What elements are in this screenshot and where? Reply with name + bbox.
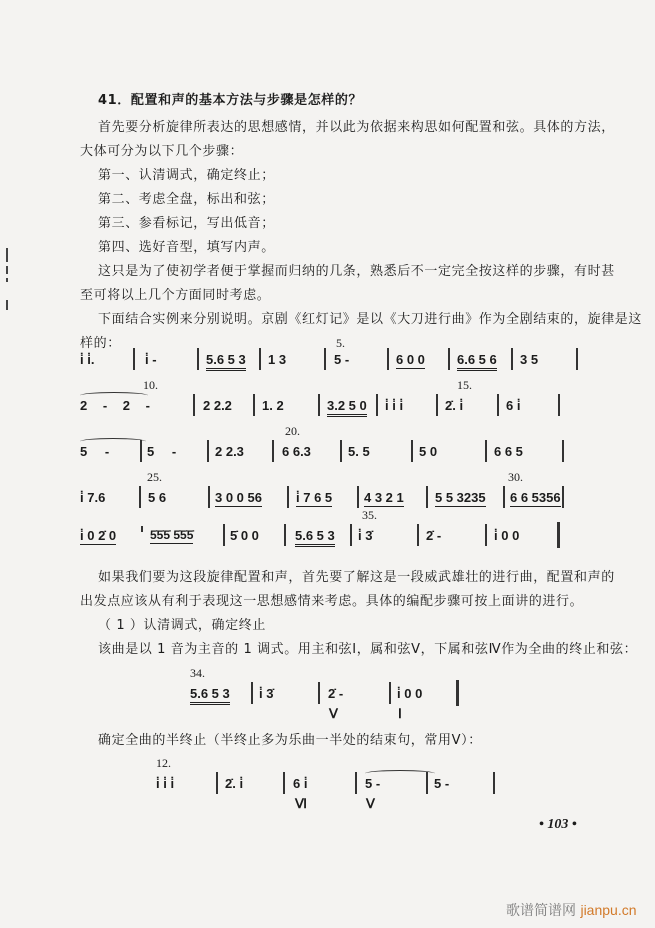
measure: 2̇. i̇ xyxy=(445,398,464,413)
paragraph-line: 大体可分为以下几个步骤： xyxy=(80,144,244,159)
measure: i̇ 0 0 xyxy=(397,686,423,701)
measure: 6 6 5 xyxy=(494,444,523,459)
measure: 6 0 0 xyxy=(396,352,425,367)
measure: i̇ 3̇ xyxy=(358,528,373,543)
notation-example-2 xyxy=(0,756,655,811)
page-number: • 103 • xyxy=(539,817,577,832)
measure: 5.6 5 3 xyxy=(206,352,246,371)
measure: 5 - xyxy=(365,776,381,791)
measure: 3.2 5 0 xyxy=(327,398,367,417)
chord-symbol: Ⅰ xyxy=(398,706,402,721)
paragraph-line: 确定全曲的半终止（半终止多为乐曲一半处的结束句，常用Ⅴ）： xyxy=(98,733,482,748)
measure: 5 - xyxy=(147,444,177,459)
measure-number: 12. xyxy=(156,756,171,770)
measure-number: 25. xyxy=(147,470,162,484)
measure: i̇ 7 6 5 xyxy=(296,490,333,505)
measure: 5 - xyxy=(80,444,110,459)
measure: 5.6 5 3 xyxy=(190,686,230,705)
measure: 4 3 2 1 xyxy=(364,490,404,505)
measure: i̇ 3̇ xyxy=(259,686,274,701)
chord-symbol: Ⅵ xyxy=(295,796,307,811)
notation-row-2 xyxy=(0,378,655,424)
paragraph-line: 样的： xyxy=(80,336,121,351)
measure: i̇ 7.6 xyxy=(80,490,106,505)
measure-number: 5. xyxy=(336,336,345,350)
measure: 5 - xyxy=(434,776,450,791)
measure: 3 0 0 56 xyxy=(215,490,262,505)
measure: 2 - 2 - xyxy=(80,398,150,413)
measure: 1. 2 xyxy=(262,398,284,413)
paragraph-line: 下面结合实例来分别说明。京剧《红灯记》是以《大刀进行曲》作为全剧结束的，旋律是这 xyxy=(98,312,643,327)
paragraph-line: 该曲是以 1 音为主音的 1 调式。用主和弦Ⅰ，属和弦Ⅴ，下属和弦Ⅳ作为全曲的终止和弦： xyxy=(98,642,638,657)
measure-number: 20. xyxy=(285,424,300,438)
subsection-heading: （ 1 ）认清调式，确定终止 xyxy=(98,618,266,633)
paragraph-line: 这只是为了使初学者便于掌握而归纳的几条，熟悉后不一定完全按这样的步骤，有时甚 xyxy=(98,264,615,279)
measure: 5 - xyxy=(334,352,350,367)
paragraph-line: 至可将以上几个方面同时考虑。 xyxy=(80,288,271,303)
measure: 6 i̇ xyxy=(506,398,521,413)
paragraph-line: 如果我们要为这段旋律配置和声，首先要了解这是一段威武雄壮的进行曲，配置和声的 xyxy=(98,570,615,585)
measure: i̇ i̇. xyxy=(80,352,95,367)
watermark xyxy=(506,900,637,920)
step-item: 第一、认清调式，确定终止； xyxy=(98,168,275,183)
notation-row-4 xyxy=(0,470,655,516)
measure: 5 0 xyxy=(419,444,438,459)
measure: 5 6 xyxy=(148,490,167,505)
binding-marks xyxy=(6,248,10,314)
watermark-cn: 歌谱简谱网 xyxy=(506,903,576,919)
measure: i̇ 0 2̇ 0 xyxy=(80,528,117,543)
notation-row-1 xyxy=(0,338,655,378)
measure: 5.6 5 3 xyxy=(295,528,335,547)
notation-example-1 xyxy=(0,666,655,721)
measure: 2̇ - xyxy=(328,686,344,701)
notation-row-3 xyxy=(0,424,655,470)
measure: 1 3 xyxy=(268,352,287,367)
measure: 6.6 5 6 xyxy=(457,352,497,371)
measure-number: 15. xyxy=(457,378,472,392)
measure-number: 34. xyxy=(190,666,205,680)
measure: i̇ i̇ i̇ xyxy=(385,398,404,413)
measure-number: 35. xyxy=(362,508,377,522)
measure: 5̇ 0 0 xyxy=(230,528,259,543)
chord-symbol: Ⅴ xyxy=(366,796,375,811)
chord-symbol: Ⅴ xyxy=(329,706,338,721)
measure: i̇ - xyxy=(145,352,157,367)
paragraph-line: 首先要分析旋律所表达的思想感情，并以此为依据来构思如何配置和弦。具体的方法， xyxy=(98,120,615,135)
measure: i̇ 0 0 xyxy=(494,528,520,543)
measure-number: 30. xyxy=(508,470,523,484)
notation-row-5 xyxy=(0,508,655,554)
measure: 2̇ - xyxy=(426,528,442,543)
step-item: 第四、选好音型，填写内声。 xyxy=(98,240,275,255)
step-item: 第三、参看标记，写出低音； xyxy=(98,216,275,231)
measure-number: 10. xyxy=(143,378,158,392)
measure: 3 5 xyxy=(520,352,539,367)
paragraph-line: 出发点应该从有利于表现这一思想感情来考虑。具体的编配步骤可按上面讲的进行。 xyxy=(80,594,584,609)
watermark-en: jianpu.cn xyxy=(580,902,637,918)
measure: i̇ i̇ i̇ xyxy=(156,776,175,791)
section-heading: 41．配置和声的基本方法与步骤是怎样的？ xyxy=(98,93,363,108)
measure: 6 6.3 xyxy=(282,444,311,459)
measure: 5̇5̇5̇ 5̇5̇5̇ xyxy=(150,528,194,542)
measure: 6 i̇ xyxy=(293,776,308,791)
measure: 6 6 5356 xyxy=(510,490,561,505)
measure: 2 2.2 xyxy=(203,398,232,413)
measure: 2 2.3 xyxy=(215,444,244,459)
step-item: 第二、考虑全盘，标出和弦； xyxy=(98,192,275,207)
measure: 5 5 3235 xyxy=(435,490,486,505)
measure: 2̇. i̇ xyxy=(225,776,244,791)
measure: 5. 5 xyxy=(348,444,370,459)
